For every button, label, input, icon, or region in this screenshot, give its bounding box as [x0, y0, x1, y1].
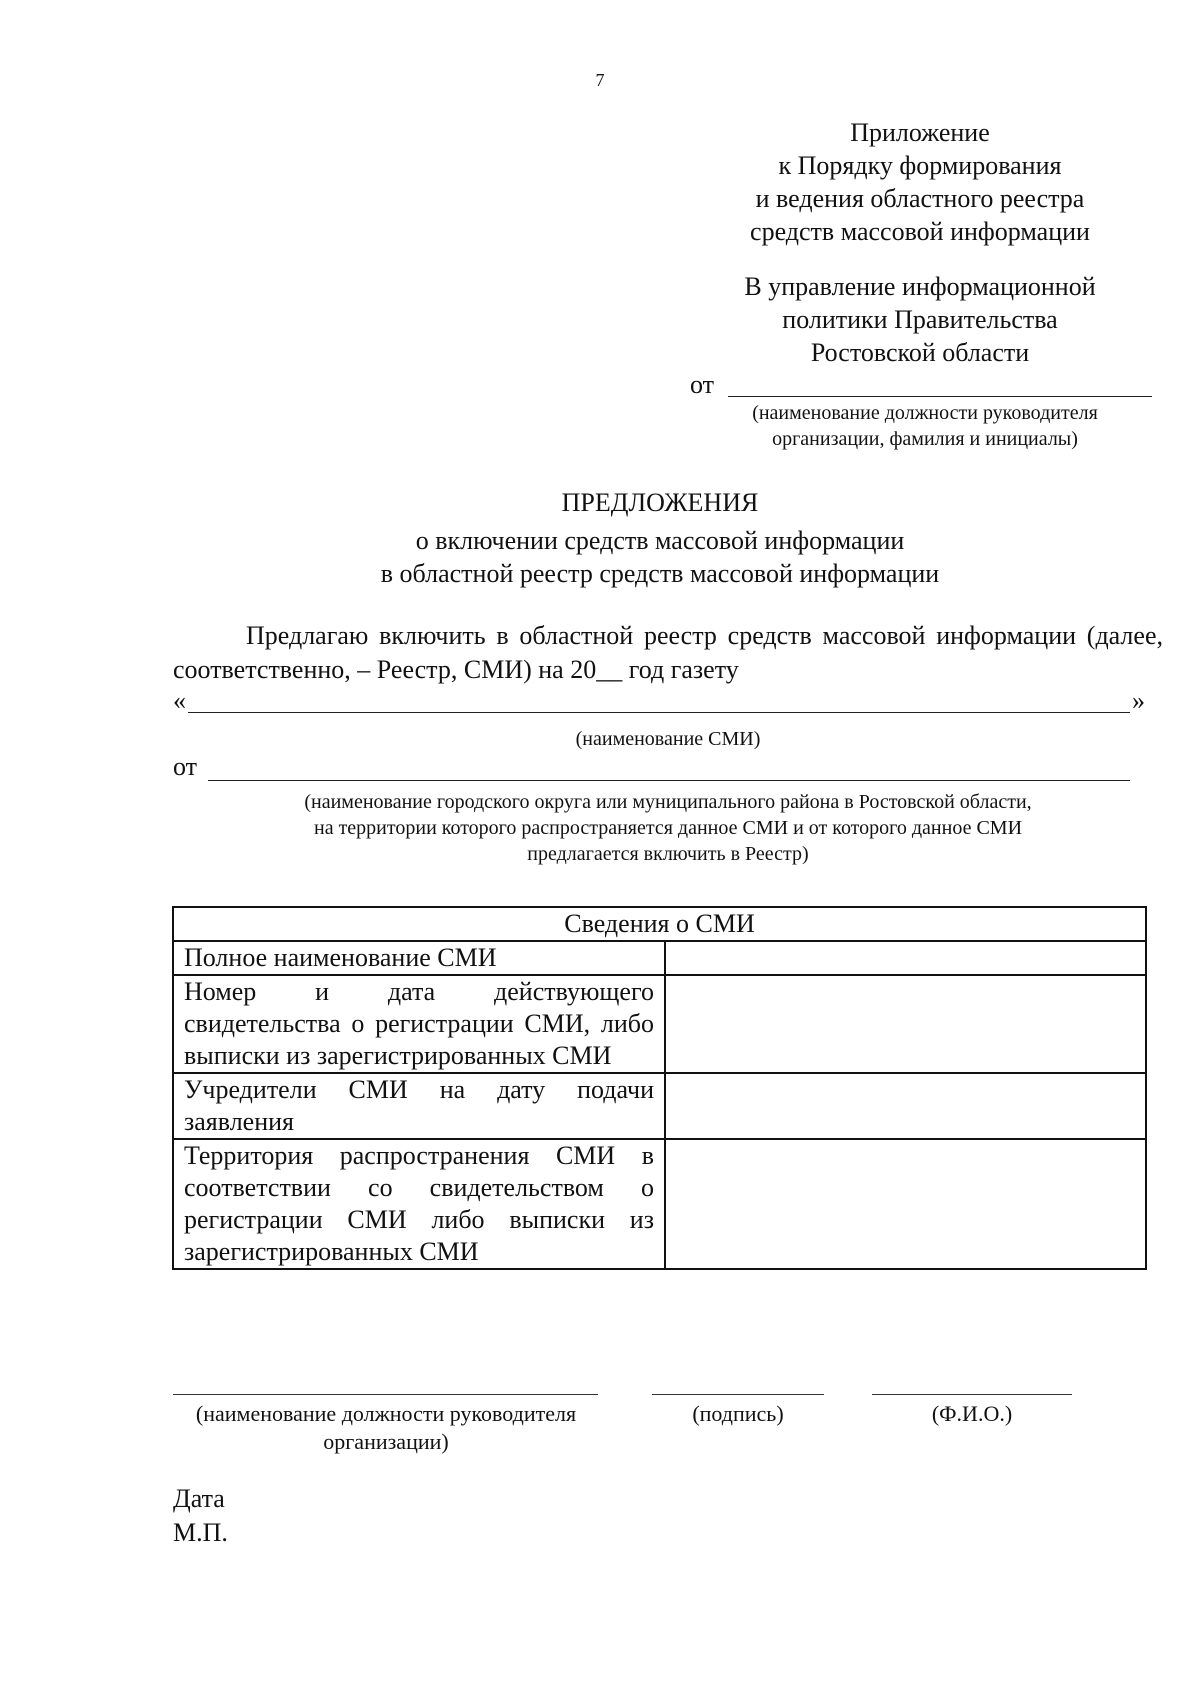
- recipient-line: политики Правительства: [782, 305, 1058, 334]
- position-caption: [160, 1400, 612, 1456]
- recipient-caption-line: организации, фамилия и инициалы): [772, 428, 1078, 450]
- recipient-line: Ростовской области: [810, 338, 1030, 367]
- table-row: [173, 1139, 1146, 1269]
- appendix-line: к Порядку формирования: [778, 151, 1062, 180]
- smi-name-field[interactable]: [188, 712, 1130, 713]
- position-signature-line[interactable]: [173, 1394, 598, 1395]
- position-caption-line: организации): [323, 1429, 449, 1454]
- subtitle-line: о включении средств массовой информации: [415, 526, 905, 555]
- signature-caption: (подпись): [692, 1401, 784, 1426]
- territory-caption-line: на территории которого распространяется данное СМИ и от которого данное СМИ: [313, 817, 1023, 839]
- table-row-label: Учредители СМИ на дату подачи заявления: [173, 1073, 665, 1139]
- date-label: Дата: [173, 1484, 225, 1513]
- quote-close: »: [1132, 686, 1145, 715]
- table-row-label: Полное наименование СМИ: [173, 941, 665, 975]
- table-header-row: [173, 907, 1146, 941]
- table-header: Сведения о СМИ: [173, 907, 1146, 941]
- position-caption-line: (наименование должности руководителя: [195, 1401, 577, 1426]
- table-row: [173, 941, 1146, 975]
- territory-caption: [173, 789, 1163, 867]
- table-row-value[interactable]: [665, 1073, 1146, 1139]
- appendix-line: средств массовой информации: [750, 217, 1090, 246]
- document-subtitle: [0, 524, 1200, 590]
- full-name-caption: (Ф.И.О.): [931, 1401, 1013, 1426]
- smi-name-caption: (наименование СМИ): [575, 728, 761, 750]
- appendix-line: и ведения областного реестра: [755, 184, 1085, 213]
- recipient-line: В управление информационной: [744, 272, 1096, 301]
- recipient-from-field[interactable]: [728, 396, 1152, 397]
- document-title: ПРЕДЛОЖЕНИЯ: [561, 488, 759, 517]
- recipient-caption: [690, 400, 1160, 452]
- quote-open: «: [173, 686, 186, 715]
- territory-caption-line: (наименование городского округа или муниципального района в Ростовской области,: [304, 791, 1032, 813]
- smi-info-table: [172, 906, 1147, 1270]
- stamp-label: М.П.: [173, 1518, 228, 1547]
- table-row-label: Номер и дата действующего свидетельства о регистрации СМИ, либо выписки из зарегистрированных СМИ: [173, 975, 665, 1073]
- table-row: [173, 975, 1146, 1073]
- territory-field[interactable]: [208, 780, 1130, 781]
- page-number: 7: [595, 70, 605, 90]
- appendix-line: Приложение: [850, 118, 990, 147]
- table-row-value[interactable]: [665, 975, 1146, 1073]
- full-name-line[interactable]: [872, 1394, 1072, 1395]
- territory-from-label: от: [173, 752, 198, 781]
- recipient-from-label: от: [690, 370, 715, 399]
- subtitle-line: в областной реестр средств массовой информации: [380, 559, 940, 588]
- table-row-value[interactable]: [665, 1139, 1146, 1269]
- appendix-header: [690, 116, 1150, 248]
- territory-caption-line: предлагается включить в Реестр): [527, 843, 809, 865]
- table-row-label: Территория распространения СМИ в соответствии со свидетельством о регистрации СМИ либо выписки из зарегистрированных СМИ: [173, 1139, 665, 1269]
- proposal-paragraph: Предлагаю включить в областной реестр средств массовой информации (далее, соответственно, – Реестр, СМИ) на 20__ год газету: [173, 621, 1163, 684]
- recipient-caption-line: (наименование должности руководителя: [752, 402, 1098, 424]
- table-row: [173, 1073, 1146, 1139]
- table-row-value[interactable]: [665, 941, 1146, 975]
- signature-line[interactable]: [652, 1394, 824, 1395]
- recipient-block: [690, 270, 1150, 369]
